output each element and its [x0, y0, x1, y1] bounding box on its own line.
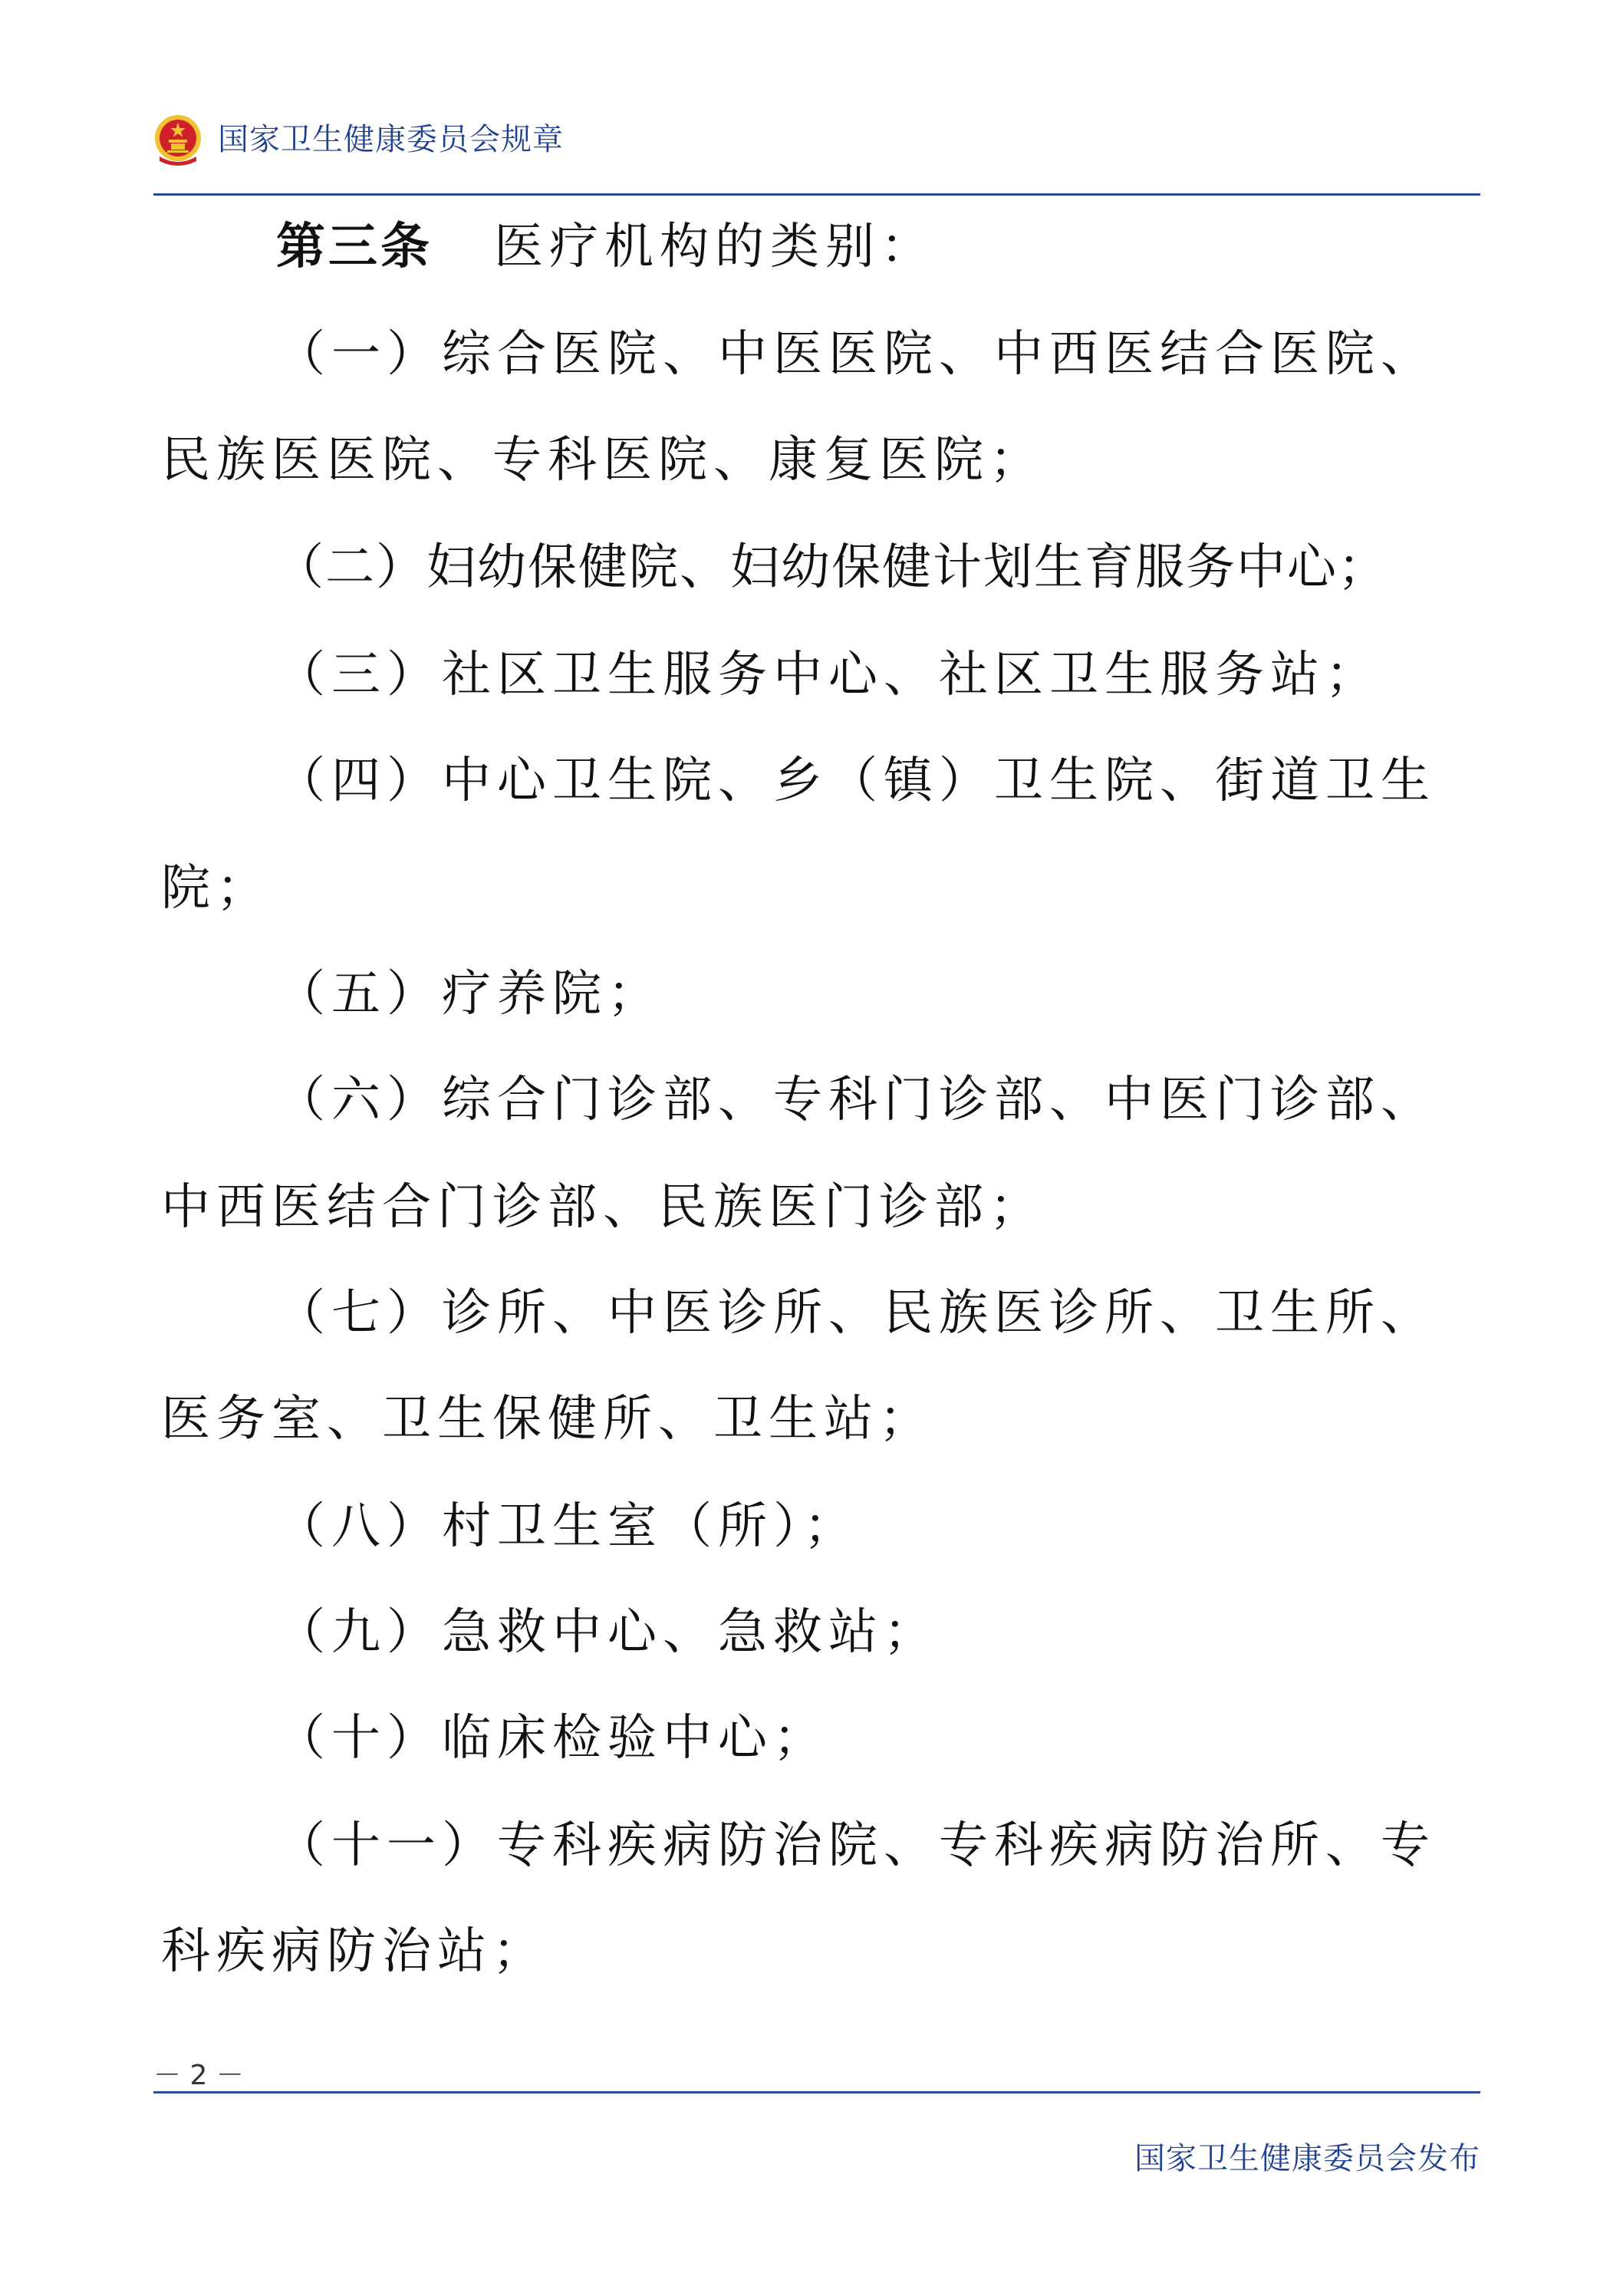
article-intro: 医疗机构的类别： [494, 219, 936, 275]
list-item-7-line-1: （七）诊所、中医诊所、民族医诊所、卫生所、 [276, 1285, 1436, 1342]
header-rule [153, 193, 1480, 196]
header-title: 国家卫生健康委员会规章 [218, 122, 564, 157]
list-item-3: （三）社区卫生服务中心、社区卫生服务站； [276, 647, 1381, 703]
list-item-1-line-2: 民族医医院、专科医院、康复医院； [161, 432, 1045, 489]
list-item-9: （九）急救中心、急救站； [276, 1604, 939, 1661]
list-item-8: （八）村卫生室（所）； [276, 1498, 859, 1555]
article-number: 第三条 [276, 219, 433, 275]
list-item-10: （十）临床检验中心； [276, 1710, 828, 1767]
list-item-1-line-1: （一）综合医院、中医医院、中西医结合医院、 [276, 326, 1436, 383]
footer-publisher: 国家卫生健康委员会发布 [1134, 2141, 1480, 2176]
national-emblem-icon [153, 114, 202, 167]
list-item-6-line-1: （六）综合门诊部、专科门诊部、中医门诊部、 [276, 1072, 1436, 1128]
page-number: － 2 － [153, 2060, 244, 2091]
list-item-4-line-1: （四）中心卫生院、乡（镇）卫生院、街道卫生 [276, 753, 1436, 809]
list-item-5: （五）疗养院； [276, 966, 663, 1023]
list-item-7-line-2: 医务室、卫生保健所、卫生站； [161, 1391, 934, 1448]
footer-rule [153, 2091, 1480, 2093]
article-heading-line [276, 216, 936, 278]
page-header [153, 114, 1480, 175]
list-item-6-line-2: 中西医结合门诊部、民族医门诊部； [161, 1179, 1045, 1236]
list-item-11-line-1: （十一）专科疾病防治院、专科疾病防治所、专 [276, 1817, 1436, 1874]
list-item-4-line-2: 院； [161, 860, 272, 917]
list-item-2: （二）妇幼保健院、妇幼保健计划生育服务中心； [275, 539, 1388, 596]
list-item-11-line-2: 科疾病防治站； [161, 1923, 548, 1980]
